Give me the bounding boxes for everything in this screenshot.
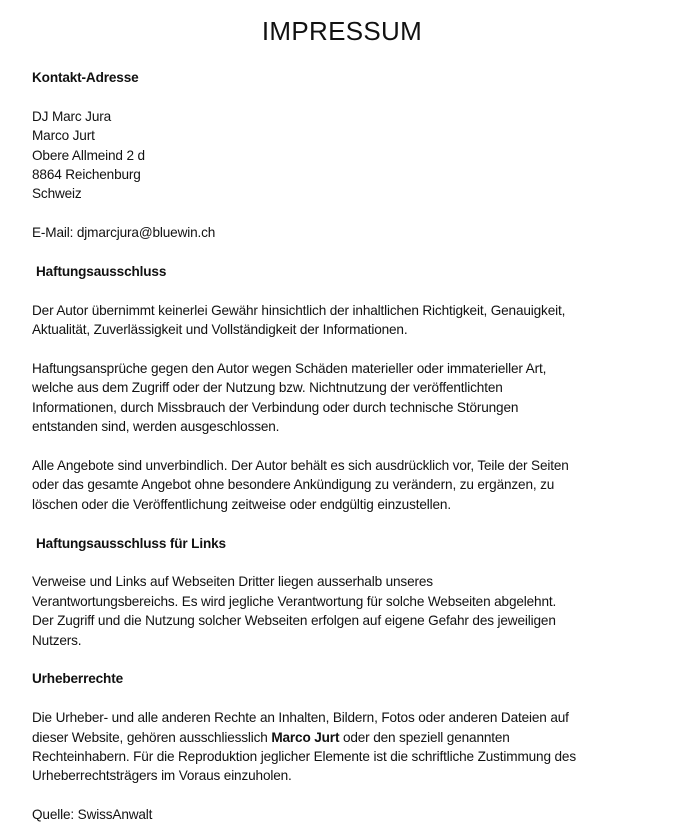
text-fragment: dieser Website, gehören ausschliesslich	[32, 729, 272, 745]
text-line: Verantwortungsbereichs. Es wird jegliche Verantwortung für solche Webseiten abgelehnt.	[32, 593, 557, 609]
links-disclaimer-paragraph	[32, 572, 652, 650]
spacer	[32, 514, 652, 533]
text-fragment: oder den speziell genannten	[339, 729, 510, 745]
address-line-street: Obere Allmeind 2 d	[32, 147, 145, 163]
spacer	[32, 340, 652, 359]
contact-address	[32, 107, 652, 204]
owner-name: Marco Jurt	[271, 729, 340, 745]
text-line: Aktualität, Zuverlässigkeit und Vollständigkeit der Informationen.	[32, 322, 408, 338]
text-line: Der Autor übernimmt keinerlei Gewähr hinsichtlich der inhaltlichen Richtigkeit, Genauigkeit,	[32, 302, 566, 318]
contact-email	[32, 223, 652, 242]
text-line: löschen oder die Veröffentlichung zeitweise oder endgültig einzustellen.	[32, 496, 451, 512]
spacer	[32, 243, 652, 262]
text-line: Die Urheber- und alle anderen Rechte an Inhalten, Bildern, Fotos oder anderen Dateien auf	[32, 710, 569, 726]
disclaimer-heading: Haftungsausschluss	[36, 264, 167, 280]
spacer	[32, 553, 652, 572]
address-line-person: Marco Jurt	[32, 128, 95, 144]
address-line-name: DJ Marc Jura	[32, 108, 112, 124]
text-line: Rechteinhabern. Für die Reproduktion jeglicher Elemente ist die schriftliche Zustimmung des	[32, 749, 576, 765]
spacer	[32, 281, 652, 300]
text-line: Informationen, durch Missbrauch der Verbindung oder durch technische Störungen	[32, 399, 519, 415]
copyright-paragraph	[32, 708, 652, 786]
email-link[interactable]: djmarcjura@bluewin.ch	[76, 225, 216, 241]
address-line-city: 8864 Reichenburg	[32, 167, 141, 183]
text-line: oder das gesamte Angebot ohne besondere Ankündigung zu verändern, zu ergänzen, zu	[32, 477, 555, 493]
page-title: IMPRESSUM	[261, 16, 423, 46]
copyright-heading: Urheberrechte	[32, 671, 123, 687]
spacer	[32, 689, 652, 708]
disclaimer-paragraph-1	[32, 301, 652, 340]
text-line: Der Zugriff und die Nutzung solcher Webseiten erfolgen auf eigene Gefahr des jeweiligen	[32, 613, 556, 629]
links-disclaimer-heading: Haftungsausschluss für Links	[36, 535, 226, 551]
text-line: entstanden sind, werden ausgeschlossen.	[32, 419, 280, 435]
text-line: Nutzers.	[32, 632, 82, 648]
document-body	[32, 68, 652, 825]
spacer	[32, 204, 652, 223]
text-line: Urheberrechtsträgers im Voraus einzuholen.	[32, 768, 292, 784]
email-label: E-Mail:	[32, 225, 77, 241]
disclaimer-paragraph-2	[32, 359, 652, 437]
contact-heading: Kontakt-Adresse	[32, 70, 139, 85]
text-line	[32, 728, 652, 747]
spacer	[32, 786, 652, 805]
spacer	[32, 437, 652, 456]
text-line: Alle Angebote sind unverbindlich. Der Autor behält es sich ausdrücklich vor, Teile der Seiten	[32, 458, 569, 474]
spacer	[32, 87, 652, 106]
text-line: Verweise und Links auf Webseiten Dritter liegen ausserhalb unseres	[32, 574, 433, 590]
disclaimer-paragraph-3	[32, 456, 652, 514]
spacer	[32, 650, 652, 669]
source-note: Quelle: SwissAnwalt	[32, 807, 153, 823]
text-line: Haftungsansprüche gegen den Autor wegen Schäden materieller oder immaterieller Art,	[32, 361, 547, 377]
text-line: welche aus dem Zugriff oder der Nutzung bzw. Nichtnutzung der veröffentlichten	[32, 380, 503, 396]
address-line-country: Schweiz	[32, 186, 82, 202]
